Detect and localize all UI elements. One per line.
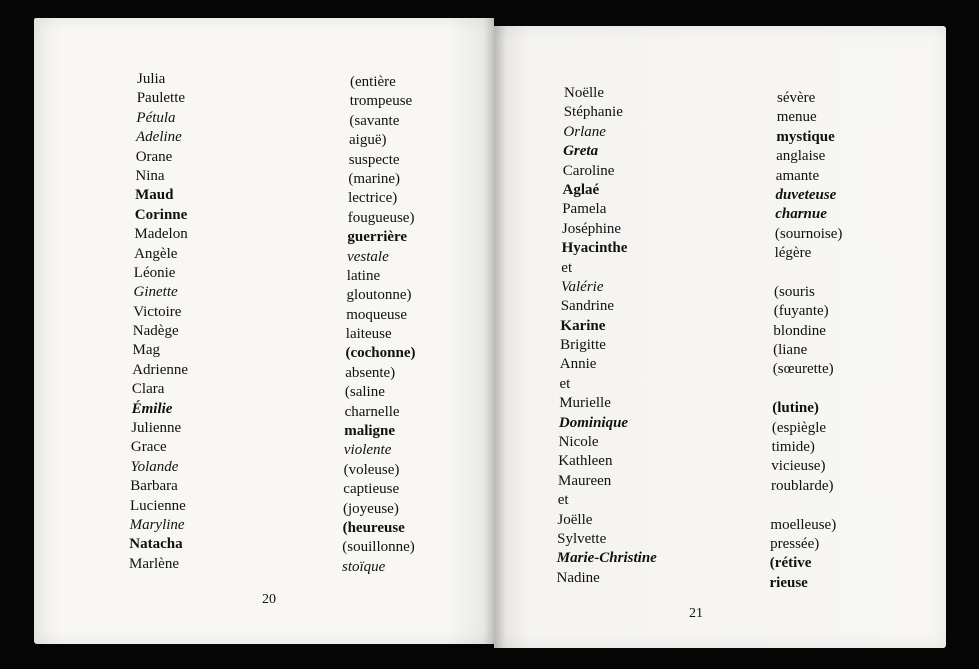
left-names-column [129, 70, 193, 574]
text-line: Grace [130, 439, 167, 456]
text-line: moqueuse [346, 306, 408, 323]
text-line: Caroline [562, 162, 615, 179]
text-line: duveteuse [775, 186, 837, 203]
text-line: Maud [135, 187, 174, 204]
text-line: charnue [775, 206, 827, 223]
text-line [771, 496, 839, 515]
text-line: (espiègle [771, 419, 827, 436]
text-line: Natacha [129, 536, 183, 553]
text-line: (lutine) [772, 400, 819, 417]
text-line: Valérie [561, 278, 604, 295]
text-line: Maureen [558, 472, 612, 489]
text-line: suspecte [348, 151, 400, 168]
text-line: guerrière [347, 229, 408, 246]
text-line: (heureuse [342, 519, 405, 536]
left-adjectives-column [342, 73, 423, 577]
text-line: Lucienne [130, 497, 186, 514]
text-line: Pétula [136, 109, 176, 126]
text-line: Nicole [558, 434, 599, 451]
text-line: maligne [344, 423, 396, 440]
text-line: amante [775, 167, 820, 184]
text-line: menue [776, 109, 817, 126]
text-line: violente [343, 442, 392, 459]
right-adjectives-column [769, 89, 845, 593]
text-line: Julienne [131, 420, 182, 437]
text-line: légère [774, 245, 812, 262]
text-line: roublarde) [771, 477, 834, 494]
left-page [34, 18, 494, 644]
page-number-right: 21 [689, 606, 703, 621]
text-line: Léonie [133, 264, 176, 281]
text-line: lectrice) [348, 190, 398, 207]
right-names-column [556, 84, 664, 588]
text-line: blondine [773, 322, 826, 339]
text-line: Madelon [134, 226, 188, 243]
text-line: (saline [344, 384, 385, 401]
text-line: aiguë) [349, 132, 387, 149]
text-line: Brigitte [560, 337, 606, 354]
text-line: et [559, 375, 571, 392]
text-line: Barbara [130, 478, 178, 495]
text-line: stoïque [342, 558, 386, 575]
text-line: (sœurette) [772, 361, 834, 378]
text-line: Julia [137, 71, 166, 87]
text-line: Orlane [563, 123, 606, 140]
text-line: Annie [559, 356, 597, 373]
text-line: Adeline [136, 129, 182, 146]
text-line: (souillonne) [342, 539, 415, 556]
text-line: Paulette [136, 90, 186, 107]
text-line: Hyacinthe [561, 240, 628, 257]
text-line: Nadine [556, 569, 600, 586]
text-line: Corinne [134, 206, 188, 223]
text-line: laiteuse [345, 326, 392, 343]
text-line: sévère [777, 90, 816, 106]
text-line: Marlène [129, 555, 179, 572]
text-line: Sandrine [560, 298, 615, 315]
text-line [774, 264, 842, 283]
text-line: Murielle [559, 395, 611, 412]
text-line: vicieuse) [771, 458, 826, 475]
text-line: et [561, 259, 573, 276]
text-line: mystique [776, 128, 835, 145]
text-line: (liane [773, 342, 808, 359]
text-line: (marine) [348, 170, 401, 187]
text-line: Victoire [133, 303, 182, 320]
text-line: (voleuse) [343, 461, 400, 478]
text-line: Nina [135, 167, 165, 184]
text-line: Nadège [132, 323, 179, 340]
text-line: timide) [771, 439, 815, 456]
text-line: (sournoise) [774, 225, 843, 242]
text-line: Adrienne [132, 361, 189, 378]
text-line: captieuse [343, 481, 400, 498]
text-line: latine [346, 267, 381, 284]
text-line: Dominique [558, 414, 629, 431]
text-line: Joséphine [561, 220, 622, 237]
text-line: Marie-Christine [556, 550, 657, 567]
text-line: Greta [563, 143, 599, 160]
text-line: pressée) [770, 535, 820, 552]
text-line: Aglaé [562, 181, 600, 198]
text-line: (joyeuse) [343, 500, 399, 517]
text-line: moelleuse) [770, 516, 837, 533]
text-line: Émilie [131, 400, 173, 417]
text-line: vestale [347, 248, 389, 265]
text-line: Ginette [133, 284, 178, 301]
text-line: Mag [132, 342, 160, 359]
text-line: Yolande [130, 458, 179, 475]
text-line: Karine [560, 317, 606, 334]
text-line: Stéphanie [563, 104, 623, 121]
text-line: Maryline [129, 516, 185, 533]
text-line: Angèle [134, 245, 178, 262]
text-line: Kathleen [558, 453, 613, 470]
page-number-left: 20 [262, 592, 276, 607]
text-line: absente) [345, 364, 396, 381]
text-line: anglaise [776, 148, 826, 165]
text-line: (cochonne) [345, 345, 416, 362]
text-line: Joëlle [557, 511, 593, 528]
text-line: (souris [774, 283, 815, 300]
text-line [773, 380, 841, 399]
text-line: charnelle [344, 403, 400, 420]
text-line: (entière [350, 74, 396, 90]
text-line: et [557, 492, 569, 509]
text-line: trompeuse [349, 93, 413, 110]
text-line: Clara [131, 381, 165, 398]
text-line: Sylvette [557, 530, 607, 547]
text-line: gloutonne) [346, 287, 412, 304]
text-line: rieuse [769, 574, 808, 591]
text-line: (fuyante) [773, 303, 829, 320]
text-line: (rétive [769, 555, 812, 572]
text-line: Pamela [562, 201, 607, 218]
text-line: fougueuse) [347, 209, 415, 226]
text-line: Noëlle [564, 85, 604, 101]
text-line: (savante [349, 112, 400, 129]
text-line: Orane [135, 148, 173, 165]
